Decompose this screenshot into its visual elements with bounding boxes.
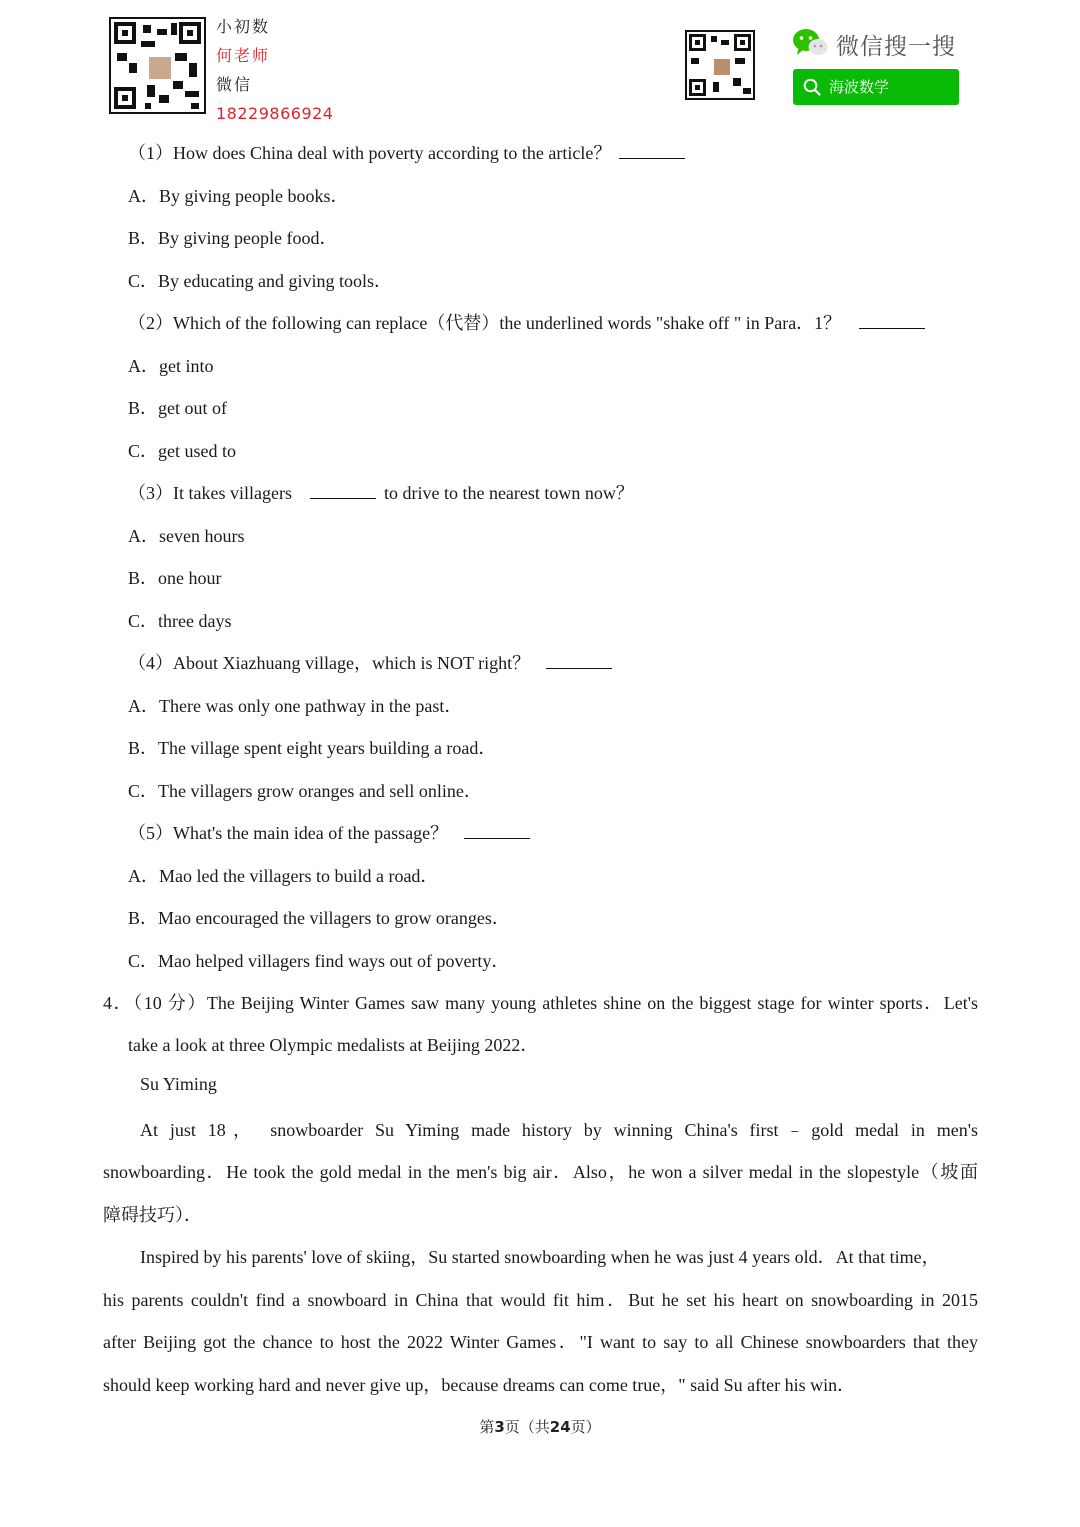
option-a[interactable]: A．There was only one pathway in the past． xyxy=(128,696,463,716)
answer-blank[interactable] xyxy=(859,312,925,329)
avatar xyxy=(147,55,173,81)
passage-intro: take a look at three Olympic medalists at Beijing 2022． xyxy=(128,1035,539,1055)
qr-logo xyxy=(712,57,732,77)
question-4-text: （4）About Xiazhuang village，which is NOT right？ xyxy=(128,653,531,673)
question-2-text: （2）Which of the following can replace（代替）the underlined words "shake off " in Para．1？ xyxy=(128,313,842,333)
paragraph-line: snowboarding．He took the gold medal in the men's big air．Also，he won a silver medal in the slopestyle（坡面 xyxy=(103,1162,978,1182)
question-stem xyxy=(128,309,925,335)
question-5-text: （5）What's the main idea of the passage？ xyxy=(128,823,449,843)
qr-finder xyxy=(114,22,136,44)
wechat-search-button[interactable] xyxy=(793,69,959,105)
answer-blank[interactable] xyxy=(619,142,685,159)
section-heading: Su Yiming xyxy=(140,1074,217,1094)
question-1-text: （1）How does China deal with poverty according to the article？ xyxy=(128,143,612,163)
contact-teacher-name: 何老师 xyxy=(216,46,271,65)
search-icon xyxy=(803,78,821,96)
option-b[interactable]: B．one hour xyxy=(128,568,222,588)
option-c[interactable]: C．get used to xyxy=(128,441,236,461)
paragraph-line: should keep working hard and never give up，because dreams can come true，" said Su after his win． xyxy=(103,1375,856,1395)
answer-blank[interactable] xyxy=(546,652,612,669)
option-a[interactable]: A．seven hours xyxy=(128,526,245,546)
paragraph-line: At just 18， snowboarder Su Yiming made history by winning China's first﹣gold medal in men's xyxy=(140,1120,978,1140)
option-c[interactable]: C．Mao helped villagers find ways out of poverty． xyxy=(128,951,510,971)
answer-blank[interactable] xyxy=(464,822,530,839)
qr-finder xyxy=(689,79,706,96)
paragraph-line: Inspired by his parents' love of skiing，Su started snowboarding when he was just 4 years old．At that time， xyxy=(140,1247,940,1267)
option-c[interactable]: C．three days xyxy=(128,611,232,631)
contact-subject: 小初数 xyxy=(216,17,271,36)
paragraph-line: his parents couldn't find a snowboard in China that would fit him．But he set his heart on snowboarding in 2015 xyxy=(103,1290,978,1310)
option-c[interactable]: C．The villagers grow oranges and sell online． xyxy=(128,781,482,801)
qr-finder xyxy=(734,34,751,51)
question-stem xyxy=(128,649,612,675)
teacher-contact xyxy=(216,12,333,128)
option-b[interactable]: B．By giving people food． xyxy=(128,228,338,248)
qr-finder xyxy=(179,22,201,44)
option-b[interactable]: B．Mao encouraged the villagers to grow oranges． xyxy=(128,908,510,928)
teacher-qr-code[interactable] xyxy=(109,17,206,114)
qr-finder xyxy=(689,34,706,51)
wechat-icon xyxy=(792,28,828,58)
qr-finder xyxy=(114,87,136,109)
passage-intro: 4．（10 分）The Beijing Winter Games saw many young athletes shine on the biggest stage for winter sports．Let's xyxy=(103,993,978,1013)
wechat-search-title: 微信搜一搜 xyxy=(836,34,956,60)
question-stem xyxy=(128,819,530,845)
paragraph-line: 障碍技巧）． xyxy=(103,1205,202,1225)
option-c[interactable]: C．By educating and giving tools． xyxy=(128,271,392,291)
option-a[interactable]: A．Mao led the villagers to build a road． xyxy=(128,866,439,886)
current-page: 3 xyxy=(494,1418,505,1436)
contact-wechat-label: 微信 xyxy=(216,75,253,94)
option-b[interactable]: B．get out of xyxy=(128,398,227,418)
total-pages: 24 xyxy=(549,1418,571,1436)
option-a[interactable]: A．By giving people books． xyxy=(128,186,349,206)
page-number: 第3页（共24页） xyxy=(479,1418,601,1436)
option-a[interactable]: A．get into xyxy=(128,356,214,376)
question-3-text-after: to drive to the nearest town now？ xyxy=(383,483,634,503)
search-button-label: 海波数学 xyxy=(829,78,890,96)
question-stem xyxy=(128,479,634,505)
contact-phone: 18229866924 xyxy=(216,104,334,123)
account-qr-code[interactable] xyxy=(685,30,755,100)
option-b[interactable]: B．The village spent eight years building a road． xyxy=(128,738,497,758)
answer-blank[interactable] xyxy=(310,482,376,499)
question-3-text-before: （3）It takes villagers xyxy=(128,483,292,503)
question-stem xyxy=(128,139,685,165)
paragraph-line: after Beijing got the chance to host the 2022 Winter Games．"I want to say to all Chinese snowboarders that they xyxy=(103,1332,978,1352)
